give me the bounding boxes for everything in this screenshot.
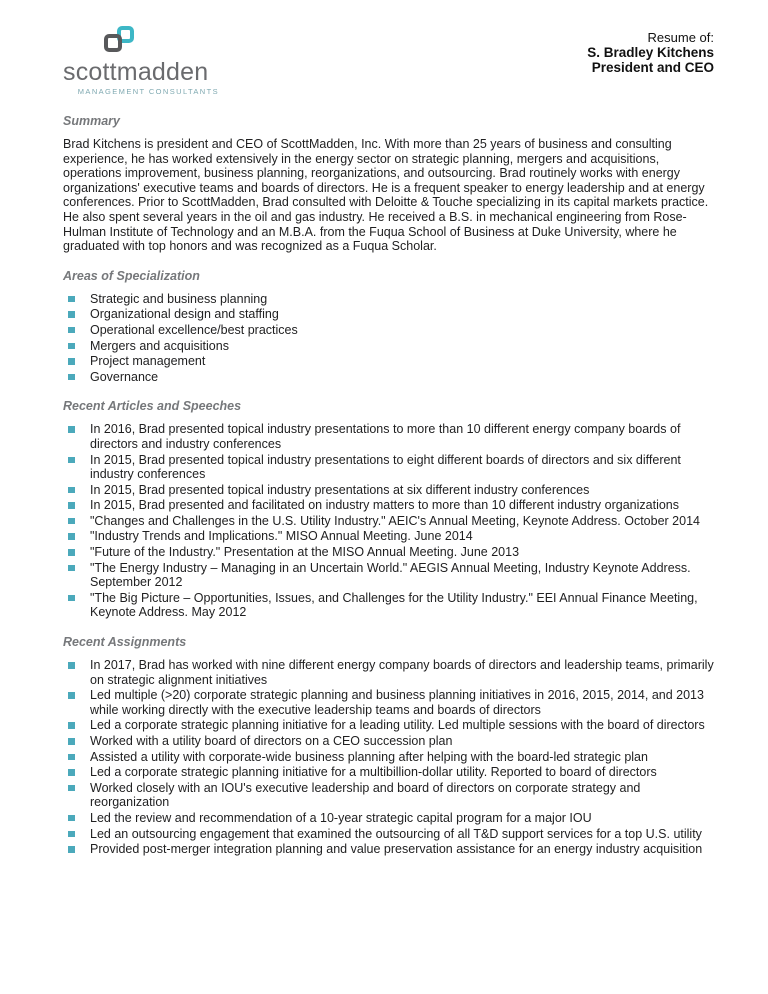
bullet-square-icon [68, 785, 75, 792]
section-heading-assignments: Recent Assignments [63, 635, 187, 650]
list-item [63, 750, 714, 765]
bullet-square-icon [68, 296, 75, 303]
list-item [63, 370, 714, 385]
section-heading-specialization: Areas of Specialization [63, 268, 200, 283]
bullet-square-icon [68, 533, 75, 540]
bullet-square-icon [68, 595, 75, 602]
bullet-square-icon [68, 815, 75, 822]
list-item-text: "The Energy Industry – Managing in an Uncertain World." AEGIS Annual Meeting, Industry Keynote Address. September 2012 [90, 560, 691, 590]
bullet-square-icon [68, 692, 75, 699]
list-item [63, 827, 714, 842]
list-item [63, 307, 714, 322]
bullet-square-icon [68, 831, 75, 838]
bullet-square-icon [68, 722, 75, 729]
list-item [63, 842, 714, 857]
list-item [63, 545, 714, 560]
list-item-text: Strategic and business planning [90, 291, 268, 306]
logo-tagline: MANAGEMENT CONSULTANTS [77, 87, 219, 96]
bullet-square-icon [68, 502, 75, 509]
person-name: S. Bradley Kitchens [587, 45, 714, 60]
list-item-text: Led a corporate strategic planning initiative for a leading utility. Led multiple sessions with the board of directors [90, 718, 705, 733]
list-item [63, 765, 714, 780]
list-item-text: "Future of the Industry." Presentation at the MISO Annual Meeting. June 2013 [90, 545, 520, 560]
bullet-square-icon [68, 457, 75, 464]
bullet-square-icon [68, 426, 75, 433]
list-item-text: In 2017, Brad has worked with nine different energy company boards of directors and leadership teams, primarily on strategic alignment initiatives [90, 658, 714, 687]
list-item-text: In 2015, Brad presented and facilitated on industry matters to more than 10 different industry organizations [90, 498, 680, 513]
bullet-square-icon [68, 846, 75, 853]
list-item [63, 323, 714, 338]
list-item [63, 354, 714, 369]
list-item-text: Worked closely with an IOU's executive leadership and board of directors on corporate strategy and reorganization [90, 780, 641, 810]
list-item [63, 483, 714, 498]
section-heading-articles: Recent Articles and Speeches [63, 399, 242, 414]
list-item [63, 658, 714, 687]
logo-gray-square-icon [104, 34, 122, 52]
list-item [63, 688, 714, 717]
list-item-text: In 2015, Brad presented topical industry presentations to eight different boards of directors and six different industry conferences [90, 452, 681, 482]
specialization-list [63, 292, 714, 385]
list-item-text: "Changes and Challenges in the U.S. Utility Industry." AEIC's Annual Meeting, Keynote Address. October 2014 [90, 513, 700, 528]
assignments-list [63, 658, 714, 857]
bullet-square-icon [68, 769, 75, 776]
list-item-text: Led an outsourcing engagement that examined the outsourcing of all T&D support services for a top U.S. utility [90, 826, 702, 841]
bullet-square-icon [68, 374, 75, 381]
bullet-square-icon [68, 754, 75, 761]
scottmadden-logo-icon [104, 26, 144, 57]
list-item-text: Project management [90, 354, 206, 369]
scottmadden-logo [63, 26, 293, 96]
list-item [63, 453, 714, 482]
list-item [63, 561, 714, 590]
bullet-square-icon [68, 487, 75, 494]
list-item-text: Mergers and acquisitions [90, 338, 229, 353]
page-header [63, 26, 714, 98]
bullet-square-icon [68, 358, 75, 365]
list-item-text: Worked with a utility board of directors on a CEO succession plan [90, 734, 453, 748]
bullet-square-icon [68, 518, 75, 525]
list-item [63, 529, 714, 544]
resume-of-label: Resume of: [647, 30, 714, 45]
bullet-square-icon [68, 549, 75, 556]
bullet-square-icon [68, 738, 75, 745]
section-heading-summary: Summary [63, 114, 120, 128]
list-item-text: Led multiple (>20) corporate strategic planning and business planning initiatives in 2016, 2015, 2014, and 2013 while working directly with the executive leadership teams and boards of directors [90, 688, 704, 717]
resume-body [63, 114, 714, 857]
list-item-text: Provided post-merger integration planning and value preservation assistance for an energy industry acquisition [90, 842, 703, 857]
list-item [63, 591, 714, 620]
list-item-text: Governance [90, 369, 159, 384]
list-item [63, 781, 714, 810]
bullet-square-icon [68, 311, 75, 318]
list-item [63, 422, 714, 451]
resume-header-block [587, 26, 714, 75]
bullet-square-icon [68, 565, 75, 572]
list-item-text: "The Big Picture – Opportunities, Issues, and Challenges for the Utility Industry." EEI Annual Finance Meeting, Keynote Address. May 2012 [90, 590, 698, 620]
list-item [63, 718, 714, 733]
list-item-text: Operational excellence/best practices [90, 322, 298, 337]
list-item-text: Assisted a utility with corporate-wide business planning after helping with the board-led strategic plan [90, 749, 648, 764]
list-item [63, 339, 714, 354]
list-item [63, 734, 714, 749]
list-item-text: Led a corporate strategic planning initiative for a multibillion-dollar utility. Reported to board of directors [90, 765, 657, 780]
list-item [63, 498, 714, 513]
list-item [63, 514, 714, 529]
list-item [63, 292, 714, 307]
list-item-text: In 2016, Brad presented topical industry presentations to more than 10 different energy company boards of directors and industry conferences [90, 422, 681, 451]
logo-wordmark: scottmadden [63, 58, 209, 86]
person-title: President and CEO [591, 60, 714, 75]
list-item-text: Organizational design and staffing [90, 307, 279, 322]
list-item [63, 811, 714, 826]
summary-paragraph: Brad Kitchens is president and CEO of ScottMadden, Inc. With more than 25 years of business and consulting experience, he has worked extensively in the energy sector on strategic planning, mergers and acquisitions, operations improvement, business planning, reorganizations, and outsourcing. Brad routinely works with energy organizations' executive teams and boards of directors. He is a frequent speaker to energy leadership and at energy conferences. Prior to ScottMadden, Brad consulted with Deloitte & Touche specializing in its capital markets practice. He also spent several years in the oil and gas industry. He received a B.S. in mechanical engineering from Rose-Hulman Institute of Technology and an M.B.A. from the Fuqua School of Business at Duke University, where he graduated with top honors and was recognized as a Fuqua Scholar. [63, 137, 709, 254]
list-item-text: In 2015, Brad presented topical industry presentations at six different industry conferences [90, 482, 590, 497]
bullet-square-icon [68, 662, 75, 669]
list-item-text: "Industry Trends and Implications." MISO Annual Meeting. June 2014 [90, 529, 473, 544]
list-item-text: Led the review and recommendation of a 10-year strategic capital program for a major IOU [90, 810, 592, 825]
bullet-square-icon [68, 327, 75, 334]
articles-list [63, 422, 714, 620]
bullet-square-icon [68, 343, 75, 350]
